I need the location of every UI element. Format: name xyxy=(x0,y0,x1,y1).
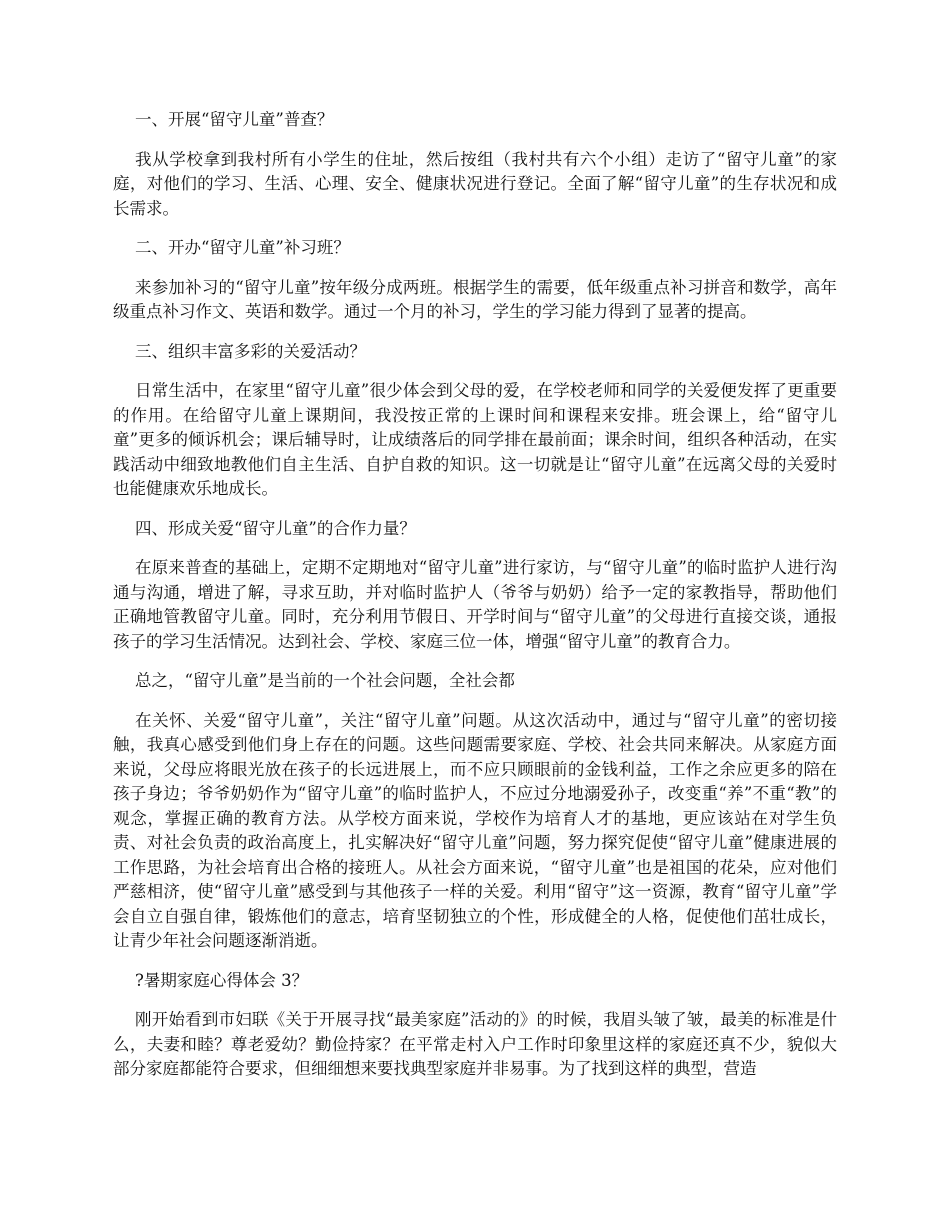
paragraph-5: 在关怀、关爱“留守儿童”，关注“留守儿童”问题。从这次活动中，通过与“留守儿童”的密切接触，我真心感受到他们身上存在的问题。这些问题需要家庭、学校、社会共同来解决。从家庭方面来说，父母应将眼光放在孩子的长远进展上，而不应只顾眼前的金钱利益，工作之余应更多的陪在孩子身边；爷爷奶奶作为“留守儿童”的临时监护人，不应过分地溺爱孙子，改变重“养”不重“教”的观念，掌握正确的教育方法。从学校方面来说，学校作为培育人才的基地，更应该站在对学生负责、对社会负责的政治高度上，扎实解决好“留守儿童”问题，努力探究促使“留守儿童”健康进展的工作思路，为社会培育出合格的接班人。从社会方面来说，“留守儿童”也是祖国的花朵，应对他们严慈相济，使“留守儿童”感受到与其他孩子一样的关爱。利用“留守”这一资源，教育“留守儿童”学会自立自强自律，锻炼他们的意志，培育坚韧独立的个性，形成健全的人格，促使他们茁壮成长，让青少年社会问题逐渐消逝。 xyxy=(113,710,837,950)
section-heading-2: 二、开办“留守儿童”补习班？ xyxy=(135,238,350,257)
paragraph-1: 我从学校拿到我村所有小学生的住址，然后按组（我村共有六个小组）走访了“留守儿童”的家庭，对他们的学习、生活、心理、安全、健康状况进行登记。全面了解“留守儿童”的生存状况和成长需求。 xyxy=(113,149,837,218)
section-heading-4: 四、形成关爱“留守儿童”的合作力量？ xyxy=(135,518,416,538)
section-heading-3: 三、组织丰富多彩的关爱活动？ xyxy=(135,341,366,361)
paragraph-3: 日常生活中，在家里“留守儿童”很少体会到父母的爱，在学校老师和同学的关爱便发挥了更重要的作用。在给留守儿童上课期间，我没按正常的上课时间和课程来安排。班会课上，给“留守儿童”更多的倾诉机会；课后辅导时，让成绩落后的同学排在最前面；课余时间，组织各种活动，在实践活动中细致地教他们自主生活、自护自救的知识。这一切就是让“留守儿童”在远离父母的关爱时也能健康欢乐地成长。 xyxy=(113,381,837,498)
section-heading-1: 一、开展“留守儿童”普查？ xyxy=(135,110,334,129)
document-page xyxy=(113,108,837,1097)
paragraph-4: 在原来普查的基础上，定期不定期地对“留守儿童”进行家访，与“留守儿童”的临时监护人进行沟通与沟通，增进了解，寻求互助，并对临时监护人（爷爷与奶奶）给予一定的家教指导，帮助他们正确地管教留守儿童。同时，充分利用节假日、开学时间与“留守儿童”的父母进行直接交谈，通报孩子的学习生活情况。达到社会、学校、家庭三位一体，增强“留守儿童”的教育合力。 xyxy=(113,558,837,651)
paragraph-2: 来参加补习的“留守儿童”按年级分成两班。根据学生的需要，低年级重点补习拼音和数学，高年级重点补习作文、英语和数学。通过一个月的补习，学生的学习能力得到了显著的提高。 xyxy=(113,277,837,321)
paragraph-6: 刚开始看到市妇联《关于开展寻找“最美家庭”活动的》的时候，我眉头皱了皱，最美的标准是什么，夫妻和睦？尊老爱幼？勤俭持家？在平常走村入户工作时印象里这样的家庭还真不少，貌似大部分家庭都能符合要求，但细细想来要找典型家庭并非易事。为了找到这样的典型，营造 xyxy=(113,1010,837,1078)
summary-heading: 总之，“留守儿童”是当前的一个社会问题，全社会都 xyxy=(135,671,515,690)
article-title-heading: ?暑期家庭心得体会 3？ xyxy=(135,970,309,990)
